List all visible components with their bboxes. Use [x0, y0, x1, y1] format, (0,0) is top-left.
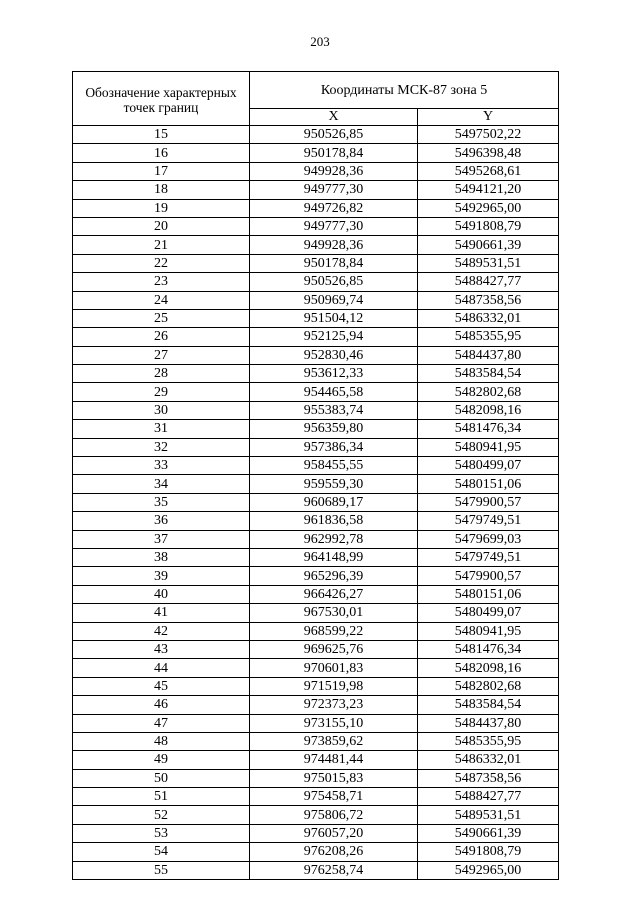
table-row	[73, 696, 559, 714]
table-row	[73, 714, 559, 732]
header-coordinates: Координаты МСК-87 зона 5	[250, 72, 559, 109]
point-id-cell: 38	[73, 548, 250, 566]
table-row	[73, 457, 559, 475]
point-id-cell: 47	[73, 714, 250, 732]
point-id-cell: 24	[73, 291, 250, 309]
x-coordinate-cell: 966426,27	[250, 585, 418, 603]
y-coordinate-cell: 5486332,01	[418, 309, 559, 327]
y-coordinate-cell: 5481476,34	[418, 420, 559, 438]
header-y: Y	[418, 109, 559, 126]
y-coordinate-cell: 5480151,06	[418, 585, 559, 603]
point-id-cell: 49	[73, 751, 250, 769]
x-coordinate-cell: 975458,71	[250, 788, 418, 806]
x-coordinate-cell: 973155,10	[250, 714, 418, 732]
point-id-cell: 42	[73, 622, 250, 640]
table-body	[73, 126, 559, 880]
x-coordinate-cell: 949777,30	[250, 181, 418, 199]
point-id-cell: 53	[73, 824, 250, 842]
y-coordinate-cell: 5486332,01	[418, 751, 559, 769]
point-id-cell: 25	[73, 309, 250, 327]
x-coordinate-cell: 955383,74	[250, 401, 418, 419]
table-row	[73, 162, 559, 180]
header-x: X	[250, 109, 418, 126]
x-coordinate-cell: 971519,98	[250, 677, 418, 695]
table-row	[73, 420, 559, 438]
point-id-cell: 20	[73, 217, 250, 235]
x-coordinate-cell: 957386,34	[250, 438, 418, 456]
point-id-cell: 51	[73, 788, 250, 806]
y-coordinate-cell: 5488427,77	[418, 273, 559, 291]
table-row	[73, 217, 559, 235]
table-row	[73, 328, 559, 346]
table-row	[73, 254, 559, 272]
y-coordinate-cell: 5482802,68	[418, 383, 559, 401]
table-row	[73, 604, 559, 622]
y-coordinate-cell: 5492965,00	[418, 861, 559, 879]
y-coordinate-cell: 5487358,56	[418, 291, 559, 309]
table-row	[73, 144, 559, 162]
point-id-cell: 15	[73, 126, 250, 144]
y-coordinate-cell: 5480499,07	[418, 604, 559, 622]
point-id-cell: 17	[73, 162, 250, 180]
y-coordinate-cell: 5479900,57	[418, 567, 559, 585]
point-id-cell: 21	[73, 236, 250, 254]
table-row	[73, 622, 559, 640]
point-id-cell: 35	[73, 493, 250, 511]
y-coordinate-cell: 5491808,79	[418, 217, 559, 235]
table-row	[73, 751, 559, 769]
point-id-cell: 34	[73, 475, 250, 493]
table-row	[73, 843, 559, 861]
table-row	[73, 475, 559, 493]
table-row	[73, 567, 559, 585]
y-coordinate-cell: 5483584,54	[418, 365, 559, 383]
point-id-cell: 55	[73, 861, 250, 879]
y-coordinate-cell: 5480941,95	[418, 438, 559, 456]
x-coordinate-cell: 950178,84	[250, 254, 418, 272]
x-coordinate-cell: 962992,78	[250, 530, 418, 548]
x-coordinate-cell: 972373,23	[250, 696, 418, 714]
x-coordinate-cell: 976258,74	[250, 861, 418, 879]
table-row	[73, 199, 559, 217]
x-coordinate-cell: 950526,85	[250, 273, 418, 291]
table-row	[73, 493, 559, 511]
table-row	[73, 365, 559, 383]
y-coordinate-cell: 5489531,51	[418, 254, 559, 272]
table-row	[73, 383, 559, 401]
table-row	[73, 585, 559, 603]
table-row	[73, 640, 559, 658]
x-coordinate-cell: 949726,82	[250, 199, 418, 217]
table-row	[73, 732, 559, 750]
table-row	[73, 861, 559, 879]
table-row	[73, 309, 559, 327]
y-coordinate-cell: 5488427,77	[418, 788, 559, 806]
table-row	[73, 438, 559, 456]
y-coordinate-cell: 5490661,39	[418, 236, 559, 254]
coordinates-table	[72, 71, 559, 880]
x-coordinate-cell: 974481,44	[250, 751, 418, 769]
y-coordinate-cell: 5481476,34	[418, 640, 559, 658]
x-coordinate-cell: 975015,83	[250, 769, 418, 787]
y-coordinate-cell: 5480499,07	[418, 457, 559, 475]
point-id-cell: 19	[73, 199, 250, 217]
point-id-cell: 43	[73, 640, 250, 658]
point-id-cell: 52	[73, 806, 250, 824]
table-row	[73, 512, 559, 530]
y-coordinate-cell: 5497502,22	[418, 126, 559, 144]
x-coordinate-cell: 975806,72	[250, 806, 418, 824]
y-coordinate-cell: 5479749,51	[418, 548, 559, 566]
y-coordinate-cell: 5483584,54	[418, 696, 559, 714]
x-coordinate-cell: 949928,36	[250, 236, 418, 254]
y-coordinate-cell: 5494121,20	[418, 181, 559, 199]
point-id-cell: 26	[73, 328, 250, 346]
table-row	[73, 530, 559, 548]
table-row	[73, 401, 559, 419]
x-coordinate-cell: 950969,74	[250, 291, 418, 309]
table-row	[73, 677, 559, 695]
x-coordinate-cell: 949777,30	[250, 217, 418, 235]
table-row	[73, 548, 559, 566]
y-coordinate-cell: 5491808,79	[418, 843, 559, 861]
point-id-cell: 18	[73, 181, 250, 199]
y-coordinate-cell: 5489531,51	[418, 806, 559, 824]
table-row	[73, 273, 559, 291]
y-coordinate-cell: 5492965,00	[418, 199, 559, 217]
x-coordinate-cell: 951504,12	[250, 309, 418, 327]
y-coordinate-cell: 5496398,48	[418, 144, 559, 162]
point-id-cell: 45	[73, 677, 250, 695]
table-row	[73, 346, 559, 364]
page-number: 203	[310, 34, 330, 49]
point-id-cell: 44	[73, 659, 250, 677]
y-coordinate-cell: 5495268,61	[418, 162, 559, 180]
table-row	[73, 806, 559, 824]
x-coordinate-cell: 967530,01	[250, 604, 418, 622]
x-coordinate-cell: 958455,55	[250, 457, 418, 475]
point-id-cell: 40	[73, 585, 250, 603]
x-coordinate-cell: 954465,58	[250, 383, 418, 401]
point-id-cell: 39	[73, 567, 250, 585]
x-coordinate-cell: 968599,22	[250, 622, 418, 640]
x-coordinate-cell: 969625,76	[250, 640, 418, 658]
y-coordinate-cell: 5485355,95	[418, 732, 559, 750]
x-coordinate-cell: 950178,84	[250, 144, 418, 162]
x-coordinate-cell: 970601,83	[250, 659, 418, 677]
x-coordinate-cell: 953612,33	[250, 365, 418, 383]
y-coordinate-cell: 5484437,80	[418, 714, 559, 732]
point-id-cell: 28	[73, 365, 250, 383]
point-id-cell: 41	[73, 604, 250, 622]
y-coordinate-cell: 5479900,57	[418, 493, 559, 511]
point-id-cell: 54	[73, 843, 250, 861]
table-row	[73, 181, 559, 199]
y-coordinate-cell: 5490661,39	[418, 824, 559, 842]
header-point-label: Обозначение характерных точек границ	[73, 72, 250, 126]
table-row	[73, 659, 559, 677]
table-row	[73, 236, 559, 254]
y-coordinate-cell: 5485355,95	[418, 328, 559, 346]
table-row	[73, 788, 559, 806]
table-row	[73, 824, 559, 842]
point-id-cell: 37	[73, 530, 250, 548]
point-id-cell: 50	[73, 769, 250, 787]
table-row	[73, 126, 559, 144]
y-coordinate-cell: 5482098,16	[418, 659, 559, 677]
x-coordinate-cell: 952125,94	[250, 328, 418, 346]
point-id-cell: 22	[73, 254, 250, 272]
point-id-cell: 36	[73, 512, 250, 530]
point-id-cell: 46	[73, 696, 250, 714]
y-coordinate-cell: 5479749,51	[418, 512, 559, 530]
x-coordinate-cell: 952830,46	[250, 346, 418, 364]
x-coordinate-cell: 965296,39	[250, 567, 418, 585]
x-coordinate-cell: 956359,80	[250, 420, 418, 438]
point-id-cell: 31	[73, 420, 250, 438]
y-coordinate-cell: 5482098,16	[418, 401, 559, 419]
y-coordinate-cell: 5487358,56	[418, 769, 559, 787]
point-id-cell: 32	[73, 438, 250, 456]
point-id-cell: 29	[73, 383, 250, 401]
x-coordinate-cell: 961836,58	[250, 512, 418, 530]
x-coordinate-cell: 976208,26	[250, 843, 418, 861]
x-coordinate-cell: 949928,36	[250, 162, 418, 180]
y-coordinate-cell: 5479699,03	[418, 530, 559, 548]
table-row	[73, 769, 559, 787]
point-id-cell: 30	[73, 401, 250, 419]
point-id-cell: 27	[73, 346, 250, 364]
x-coordinate-cell: 964148,99	[250, 548, 418, 566]
y-coordinate-cell: 5480941,95	[418, 622, 559, 640]
x-coordinate-cell: 950526,85	[250, 126, 418, 144]
x-coordinate-cell: 960689,17	[250, 493, 418, 511]
point-id-cell: 48	[73, 732, 250, 750]
y-coordinate-cell: 5484437,80	[418, 346, 559, 364]
point-id-cell: 16	[73, 144, 250, 162]
y-coordinate-cell: 5482802,68	[418, 677, 559, 695]
y-coordinate-cell: 5480151,06	[418, 475, 559, 493]
x-coordinate-cell: 959559,30	[250, 475, 418, 493]
x-coordinate-cell: 973859,62	[250, 732, 418, 750]
point-id-cell: 23	[73, 273, 250, 291]
table-row	[73, 291, 559, 309]
x-coordinate-cell: 976057,20	[250, 824, 418, 842]
point-id-cell: 33	[73, 457, 250, 475]
